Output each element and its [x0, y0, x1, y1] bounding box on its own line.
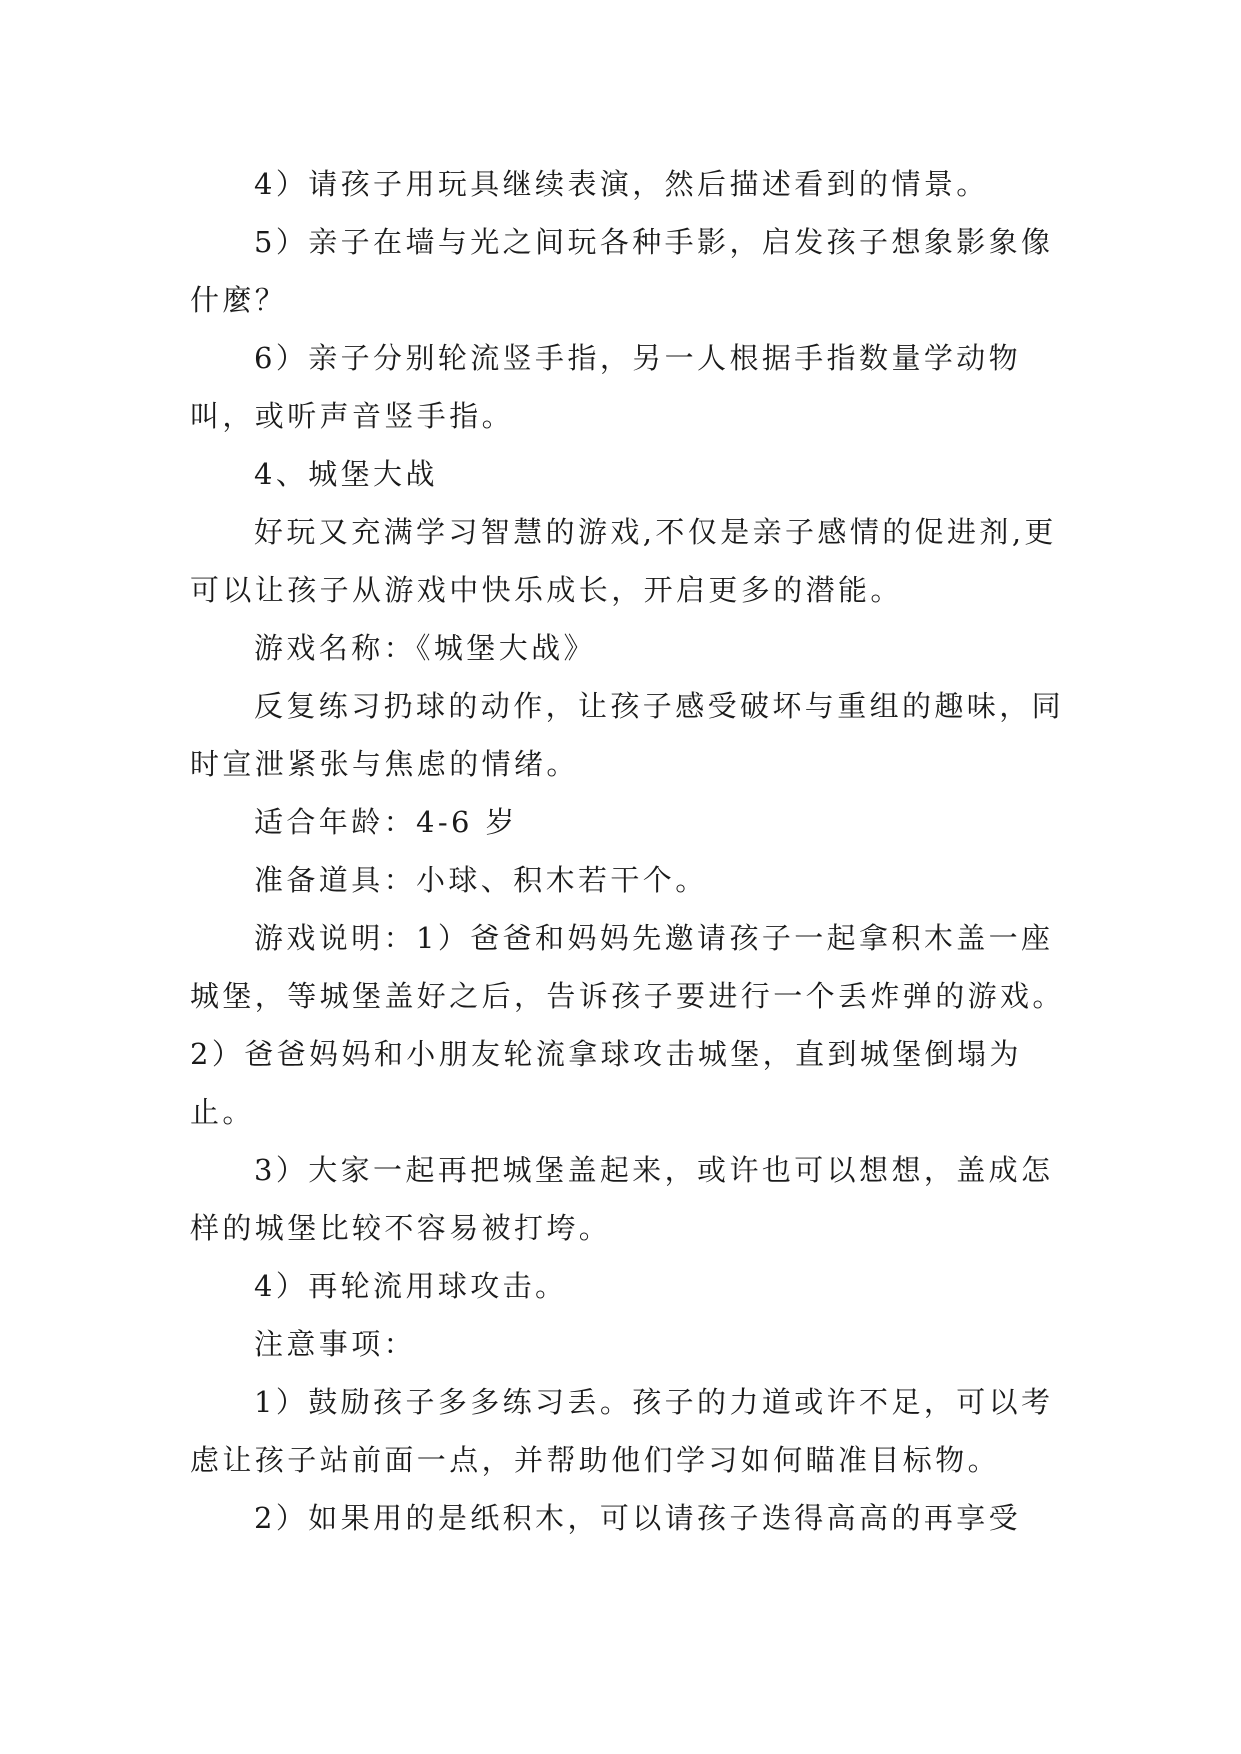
- suitable-age: 适合年龄：4-6 岁: [254, 805, 518, 839]
- paragraph-intro: 好玩又充满学习智慧的游戏,不仅是亲子感情的促进剂,更可以让孩子从游戏中快乐成长，开启更多的潜能。: [190, 515, 1057, 607]
- section-heading: 4、城堡大战: [254, 457, 438, 491]
- paragraph-step-5: 5）亲子在墙与光之间玩各种手影，启发孩子想象影象像什麼？: [190, 225, 1054, 317]
- notes-heading: 注意事项：: [254, 1327, 417, 1361]
- game-instructions: 游戏说明：1）爸爸和妈妈先邀请孩子一起拿积木盖一座城堡，等城堡盖好之后，告诉孩子要进行一个丢炸弹的游戏。2）爸爸妈妈和小朋友轮流拿球攻击城堡，直到城堡倒塌为止。: [190, 921, 1065, 1129]
- paragraph-purpose: 反复练习扔球的动作，让孩子感受破坏与重组的趣味，同时宣泄紧张与焦虑的情绪。: [190, 689, 1065, 781]
- game-name: 游戏名称：《城堡大战》: [254, 631, 596, 665]
- note-2: 2）如果用的是纸积木，可以请孩子迭得高高的再享受: [254, 1501, 1022, 1535]
- body-text: [190, 155, 1070, 1547]
- instruction-step-3: 3）大家一起再把城堡盖起来，或许也可以想想，盖成怎样的城堡比较不容易被打垮。: [190, 1153, 1054, 1245]
- note-1: 1）鼓励孩子多多练习丢。孩子的力道或许不足，可以考虑让孩子站前面一点，并帮助他们学习如何瞄准目标物。: [190, 1385, 1054, 1477]
- instruction-step-4: 4）再轮流用球攻击。: [254, 1269, 568, 1303]
- paragraph-step-4: 4）请孩子用玩具继续表演，然后描述看到的情景。: [254, 167, 989, 201]
- props: 准备道具：小球、积木若干个。: [254, 863, 708, 897]
- paragraph-step-6: 6）亲子分别轮流竖手指，另一人根据手指数量学动物叫，或听声音竖手指。: [190, 341, 1022, 433]
